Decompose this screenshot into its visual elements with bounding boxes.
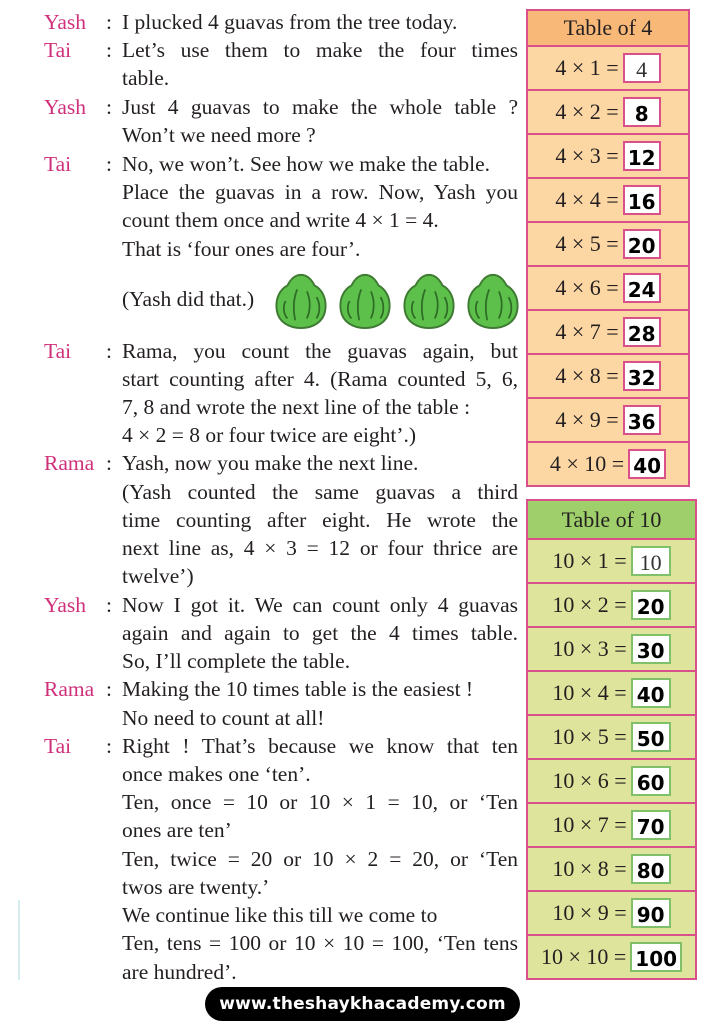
dialogue-line: [0, 64, 522, 92]
answer-box: 60: [631, 766, 671, 796]
dialogue-text: Right ! That’s because we know that ten: [122, 734, 518, 758]
colon: :: [106, 451, 112, 475]
table-of-4: [526, 9, 690, 487]
answer-box: 4: [623, 53, 661, 83]
dialogue-line: [0, 421, 522, 449]
expression: 4 × 10 =: [549, 451, 625, 476]
table-row: [528, 443, 688, 485]
dialogue-line: [0, 591, 522, 619]
expression: 10 × 9 =: [552, 900, 627, 925]
dialogue-line: [0, 121, 522, 149]
dialogue-text: Won’t we need more ?: [122, 123, 316, 147]
answer-box: 8: [623, 97, 661, 127]
dialogue-text: twos are twenty.’: [122, 875, 270, 899]
table-row: [528, 892, 695, 936]
table-row: [528, 355, 688, 399]
expression: 10 × 1 =: [552, 548, 627, 573]
speaker-name: Yash: [44, 10, 87, 34]
table-title: Table of 10: [528, 501, 695, 540]
dialogue-text: start counting after 4. (Rama counted 5, 6,: [122, 367, 518, 391]
dialogue-line: [0, 619, 522, 647]
answer-box: 12: [623, 141, 661, 171]
answer-box: 70: [631, 810, 671, 840]
expression: 10 × 2 =: [552, 592, 627, 617]
speaker-name: Tai: [44, 734, 72, 758]
table-row: [528, 91, 688, 135]
expression: 4 × 7 =: [555, 319, 619, 344]
colon: :: [106, 677, 112, 701]
answer-box: 100: [630, 942, 682, 972]
guava-row: [272, 272, 522, 330]
dialogue-text: Making the 10 times table is the easiest !: [122, 677, 474, 701]
expression: 4 × 8 =: [555, 363, 619, 388]
answer-box: 80: [631, 854, 671, 884]
dialogue-text: 7, 8 and wrote the next line of the table :: [122, 395, 471, 419]
expression: 10 × 8 =: [552, 856, 627, 881]
dialogue-text: twelve’): [122, 564, 194, 588]
table-row: [528, 267, 688, 311]
table-row: [528, 311, 688, 355]
answer-box: 40: [631, 678, 671, 708]
answer-box: 20: [623, 229, 661, 259]
table-row: [528, 804, 695, 848]
expression: 10 × 5 =: [552, 724, 627, 749]
table-row: [528, 223, 688, 267]
answer-box: 20: [631, 590, 671, 620]
dialogue-text: (Yash counted the same guavas a third: [122, 480, 518, 504]
expression: 4 × 5 =: [555, 231, 619, 256]
dialogue-line: [0, 816, 522, 844]
dialogue-line: [0, 534, 522, 562]
colon: :: [106, 152, 112, 176]
answer-box: 16: [623, 185, 661, 215]
dialogue-text: That is ‘four ones are four’.: [122, 237, 361, 261]
dialogue-text: count them once and write 4 × 1 = 4.: [122, 208, 439, 232]
dialogue-text: (Yash did that.): [122, 287, 255, 311]
dialogue-line: [0, 704, 522, 732]
dialogue-text: No need to count at all!: [122, 706, 325, 730]
speaker-name: Tai: [44, 152, 72, 176]
dialogue-text: Yash, now you make the next line.: [122, 451, 419, 475]
answer-box: 24: [623, 273, 661, 303]
dialogue-text: Ten, once = 10 or 10 × 1 = 10, or ‘Ten: [122, 790, 518, 814]
dialogue-text: time counting after eight. He wrote the: [122, 508, 518, 532]
expression: 4 × 3 =: [555, 143, 619, 168]
table-row: [528, 47, 688, 91]
expression: 4 × 2 =: [555, 99, 619, 124]
expression: 4 × 9 =: [555, 407, 619, 432]
dialogue-line: [0, 478, 522, 506]
dialogue-text: table.: [122, 66, 170, 90]
table-row: [528, 848, 695, 892]
dialogue-line: [0, 206, 522, 234]
dialogue-line: [0, 449, 522, 477]
dialogue-line: [0, 647, 522, 675]
table-row: [528, 135, 688, 179]
dialogue-line: [0, 36, 522, 64]
dialogue-text: next line as, 4 × 3 = 12 or four thrice are: [122, 536, 518, 560]
dialogue-line: [0, 958, 522, 986]
dialogue-line: [0, 178, 522, 206]
dialogue-text: We continue like this till we come to: [122, 903, 438, 927]
speaker-name: Tai: [44, 38, 72, 62]
colon: :: [106, 734, 112, 758]
answer-box: 50: [631, 722, 671, 752]
guava-icon: [464, 272, 522, 330]
dialogue-text: So, I’ll complete the table.: [122, 649, 351, 673]
table-row: [528, 760, 695, 804]
table-title: Table of 4: [528, 11, 688, 47]
website-watermark: www.theshaykhacademy.com: [205, 987, 520, 1021]
table-row: [528, 179, 688, 223]
speaker-name: Yash: [44, 593, 87, 617]
expression: 10 × 3 =: [552, 636, 627, 661]
dialogue-line: [0, 732, 522, 760]
expression: 4 × 4 =: [555, 187, 619, 212]
dialogue-text: 4 × 2 = 8 or four twice are eight’.): [122, 423, 417, 447]
dialogue-text: Ten, twice = 20 or 10 × 2 = 20, or ‘Ten: [122, 847, 518, 871]
dialogue-line: [0, 93, 522, 121]
table-row: [528, 540, 695, 584]
answer-box: 10: [631, 546, 671, 576]
answer-box: 32: [623, 361, 661, 391]
expression: 10 × 6 =: [552, 768, 627, 793]
colon: :: [106, 95, 112, 119]
expression: 4 × 1 =: [555, 55, 619, 80]
dialogue-line: [0, 901, 522, 929]
dialogue-text: Let’s use them to make the four times: [122, 38, 518, 62]
dialogue-text: I plucked 4 guavas from the tree today.: [122, 10, 458, 34]
dialogue-text: No, we won’t. See how we make the table.: [122, 152, 490, 176]
table-of-10: [526, 499, 697, 980]
dialogue-line: [0, 845, 522, 873]
speaker-name: Yash: [44, 95, 87, 119]
expression: 10 × 10 =: [540, 944, 627, 969]
answer-box: 90: [631, 898, 671, 928]
colon: :: [106, 38, 112, 62]
guava-icon: [272, 272, 330, 330]
expression: 10 × 4 =: [552, 680, 627, 705]
dialogue-line: [0, 8, 522, 36]
dialogue-text: Just 4 guavas to make the whole table ?: [122, 95, 518, 119]
dialogue-text: ones are ten’: [122, 818, 232, 842]
dialogue-text: Now I got it. We can count only 4 guavas: [122, 593, 518, 617]
speaker-name: Rama: [44, 451, 95, 475]
colon: :: [106, 593, 112, 617]
table-row: [528, 672, 695, 716]
dialogue-text: once makes one ‘ten’.: [122, 762, 311, 786]
answer-box: 40: [628, 449, 666, 479]
table-row: [528, 628, 695, 672]
dialogue-line: [0, 873, 522, 901]
table-row: [528, 936, 695, 978]
dialogue-line: [0, 150, 522, 178]
answer-box: 36: [623, 405, 661, 435]
colon: :: [106, 339, 112, 363]
colon: :: [106, 10, 112, 34]
table-row: [528, 716, 695, 760]
guava-icon: [336, 272, 394, 330]
expression: 4 × 6 =: [555, 275, 619, 300]
dialogue-line: [0, 235, 522, 263]
dialogue-text: Ten, tens = 100 or 10 × 10 = 100, ‘Ten tens: [122, 931, 518, 955]
dialogue-line: [0, 562, 522, 590]
dialogue-line: [0, 760, 522, 788]
dialogue-text: again and again to get the 4 times table.: [122, 621, 518, 645]
table-row: [528, 399, 688, 443]
answer-box: 30: [631, 634, 671, 664]
dialogue-text: Rama, you count the guavas again, but: [122, 339, 518, 363]
dialogue-line: [0, 393, 522, 421]
dialogue-line: [0, 337, 522, 365]
guava-icon: [400, 272, 458, 330]
expression: 10 × 7 =: [552, 812, 627, 837]
speaker-name: Rama: [44, 677, 95, 701]
answer-box: 28: [623, 317, 661, 347]
dialogue-line: [0, 929, 522, 957]
dialogue-line: [0, 506, 522, 534]
dialogue-line: [0, 675, 522, 703]
dialogue-line: [0, 788, 522, 816]
dialogue-line: [0, 365, 522, 393]
speaker-name: Tai: [44, 339, 72, 363]
dialogue-text: Place the guavas in a row. Now, Yash you: [122, 180, 518, 204]
dialogue-text: are hundred’.: [122, 960, 237, 984]
table-row: [528, 584, 695, 628]
